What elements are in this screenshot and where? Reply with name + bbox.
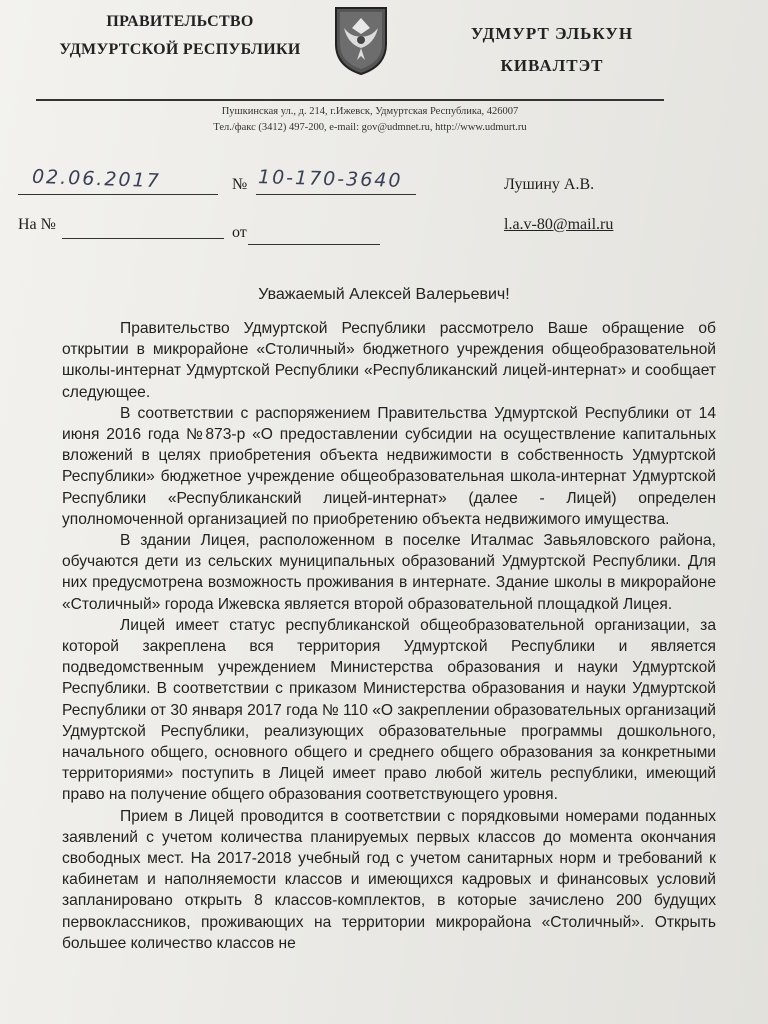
org-name-udmurt bbox=[452, 18, 652, 82]
address-block bbox=[150, 104, 590, 136]
coat-of-arms-icon bbox=[330, 4, 392, 76]
recipient-email: l.a.v-80@mail.ru bbox=[504, 216, 614, 233]
address-line: Пушкинская ул., д. 214, г.Ижевск, Удмуртская Республика, 426007 bbox=[221, 106, 519, 117]
handwritten-date: 02.06.2017 bbox=[31, 165, 162, 193]
paragraph: Лицей имеет статус республиканской общеобразовательной организации, за которой закреплена вся территория Удмуртской Республики и является подведомственным учреждением Министерства образования и науки Удмуртской Республики. В соответствии с приказом Министерства образования и науки Удмуртской Республики от 30 января 2017 года № 110 «О закреплении образовательных организаций Удмуртской Республики, реализующих образовательные программы дошкольного, начального общего, основного общего и среднего общего образования за конкретными территориями» поступить в Лицей имеет право любой житель республики, имеющий право на получение общего образования соответствующего уровня. bbox=[62, 616, 716, 804]
paragraph: Правительство Удмуртской Республики рассмотрело Ваше обращение об открытии в микрорайоне «Столичный» бюджетного учреждения общеобразовательной школы-интернат Удмуртской Республики «Республиканский лицей-интернат» и сообщает следующее. bbox=[62, 320, 716, 401]
org-name-udmurt-line2: КИВАЛТЭТ bbox=[500, 56, 604, 75]
letter-body bbox=[62, 318, 716, 954]
paragraph: В здании Лицея, расположенном в поселке Италмас Завьяловского района, обучаются дети из сельских муниципальных образований Удмуртской Республики. Для них предусмотрена возможность проживания в интернате. Здание школы в микрорайоне «Столичный» города Ижевска является второй образовательной площадкой Лицея. bbox=[62, 532, 716, 613]
recipient-name: Лушину А.В. bbox=[504, 176, 595, 193]
reference-date-line bbox=[248, 244, 380, 245]
reference-number-line bbox=[62, 238, 224, 239]
header-divider bbox=[36, 99, 664, 101]
contact-line: Тел./факс (3412) 497-200, e-mail: gov@udmnet.ru, http://www.udmurt.ru bbox=[213, 122, 527, 133]
paragraph: В соответствии с распоряжением Правительства Удмуртской Республики от 14 июня 2016 года №873-р «О предоставлении субсидии на осуществление капитальных вложений в целях приобретения объекта недвижимости в собственность Удмуртской Республики» бюджетное учреждение общеобразовательная школа-интернат Удмуртской Республики «Республиканский лицей-интернат» (далее - Лицей) определен уполномоченной организацией по приобретению объекта недвижимого имущества. bbox=[62, 404, 716, 528]
salutation: Уважаемый Алексей Валерьевич! bbox=[258, 286, 510, 303]
org-name-line2: УДМУРТСКОЙ РЕСПУБЛИКИ bbox=[59, 41, 301, 58]
reference-number-label: На № bbox=[18, 216, 56, 233]
org-name-udmurt-line1: УДМУРТ ЭЛЬКУН bbox=[470, 24, 634, 43]
number-field bbox=[256, 166, 416, 195]
org-name-russian bbox=[40, 8, 320, 64]
number-label: № bbox=[232, 176, 248, 193]
handwritten-number: 10-170-3640 bbox=[257, 166, 403, 192]
reference-date-label: от bbox=[232, 224, 247, 241]
org-name-line1: ПРАВИТЕЛЬСТВО bbox=[106, 13, 254, 30]
paragraph: Прием в Лицей проводится в соответствии с порядковыми номерами поданных заявлений с учетом количества планируемых первых классов до момента окончания свободных мест. На 2017-2018 учебный год с учетом санитарных норм и требований к кабинетам и наполняемости классов и имеющихся кадровых и финансовых условий запланировано открыть 8 классов-комплектов, в которые зачислено 200 будущих первоклассников, проживающих на территории микрорайона «Столичный». Открыть большее количество классов не bbox=[62, 807, 716, 952]
date-field bbox=[18, 165, 218, 195]
